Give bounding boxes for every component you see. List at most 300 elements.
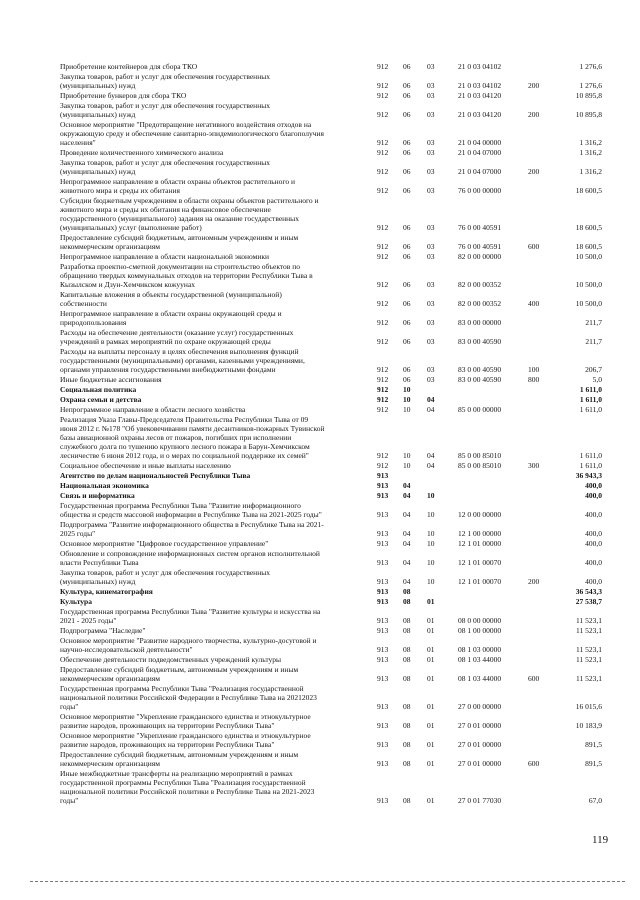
admin-code: 912 xyxy=(377,395,389,404)
subsection-code: 10 xyxy=(427,539,435,548)
amount: 18 600,5 xyxy=(575,242,602,251)
row-name-line: общества и средств массовой информации в Республике Тыва на 2021-2025 годы" xyxy=(60,510,322,519)
subsection-code: 03 xyxy=(427,299,435,308)
admin-code: 912 xyxy=(377,91,389,100)
row-name-line: Основное мероприятие "Укрепление гражданского единства и этнокультурное xyxy=(60,731,311,740)
target-article-code: 08 0 00 00000 xyxy=(458,616,502,625)
section-code: 06 xyxy=(403,138,411,147)
row-name-line: обращению твердых коммунальных отходов на территории Республики Тыва в xyxy=(60,271,313,280)
target-article-code: 21 0 04 00000 xyxy=(458,138,502,147)
amount: 10 895,8 xyxy=(575,110,602,119)
row-name xyxy=(60,385,368,394)
amount: 1 611,0 xyxy=(579,405,602,414)
admin-code: 913 xyxy=(377,491,389,500)
row-name xyxy=(60,684,368,711)
admin-code: 912 xyxy=(377,138,389,147)
amount: 211,7 xyxy=(585,337,602,346)
target-article-code: 82 0 00 00000 xyxy=(458,252,502,261)
admin-code: 913 xyxy=(377,616,389,625)
admin-code: 912 xyxy=(377,280,389,289)
section-code: 08 xyxy=(403,587,411,596)
row-name-line: животного мира и среды их обитания xyxy=(60,186,180,195)
row-name xyxy=(60,395,368,404)
admin-code: 912 xyxy=(377,186,389,195)
section-code: 06 xyxy=(403,81,411,90)
row-name xyxy=(60,177,368,195)
row-name-line: Приобретение контейнеров для сбора ТКО xyxy=(60,62,198,71)
row-name xyxy=(60,375,368,384)
row-name-line: Приобретение бункеров для сбора ТКО xyxy=(60,91,187,100)
row-name-line: Основное мероприятие "Развитие народного творчества, культурно-досуговой и xyxy=(60,636,317,645)
target-article-code: 21 0 03 04120 xyxy=(458,91,502,100)
row-name-line: служебного долга по тушению крупного лесного пожара в Барун-Хемчикском xyxy=(60,442,310,451)
admin-code: 912 xyxy=(377,318,389,327)
admin-code: 912 xyxy=(377,337,389,346)
row-name xyxy=(60,72,368,90)
admin-code: 913 xyxy=(377,759,389,768)
amount: 36 543,3 xyxy=(575,587,602,596)
table-row xyxy=(0,148,640,157)
row-name-line: Государственная программа Республики Тыва "Реализация государственной xyxy=(60,684,304,693)
row-name-line: некоммерческим организациям xyxy=(60,674,160,683)
target-article-code: 21 0 04 07000 xyxy=(458,148,502,157)
row-name xyxy=(60,607,368,625)
subsection-code: 03 xyxy=(427,337,435,346)
row-name xyxy=(60,549,368,567)
target-article-code: 76 0 00 00000 xyxy=(458,186,502,195)
section-code: 06 xyxy=(403,148,411,157)
amount: 1 316,2 xyxy=(579,138,602,147)
subsection-code: 01 xyxy=(427,655,435,664)
table-row xyxy=(0,587,640,596)
table-row xyxy=(0,750,640,768)
amount: 10 500,0 xyxy=(575,299,602,308)
amount: 5,0 xyxy=(592,375,602,384)
row-name xyxy=(60,461,368,470)
row-name-line: Предоставление субсидий бюджетным, автономным учреждениям и иным xyxy=(60,750,299,759)
section-code: 06 xyxy=(403,375,411,384)
subsection-code: 03 xyxy=(427,81,435,90)
admin-code: 912 xyxy=(377,375,389,384)
section-code: 04 xyxy=(403,510,411,519)
table-row xyxy=(0,158,640,176)
expense-type-code: 300 xyxy=(528,461,540,470)
table-row xyxy=(0,549,640,567)
amount: 400,0 xyxy=(585,491,602,500)
amount: 1 611,0 xyxy=(579,461,602,470)
table-row xyxy=(0,684,640,711)
admin-code: 912 xyxy=(377,148,389,157)
row-name xyxy=(60,262,368,289)
table-row xyxy=(0,252,640,261)
subsection-code: 03 xyxy=(427,223,435,232)
amount: 11 523,1 xyxy=(576,655,602,664)
subsection-code: 10 xyxy=(427,510,435,519)
table-row xyxy=(0,72,640,90)
row-name xyxy=(60,158,368,176)
section-code: 08 xyxy=(403,626,411,635)
table-row xyxy=(0,405,640,414)
subsection-code: 03 xyxy=(427,91,435,100)
admin-code: 913 xyxy=(377,702,389,711)
row-name-line: Национальная экономика xyxy=(60,481,149,490)
row-name-line: годы" xyxy=(60,796,79,805)
admin-code: 913 xyxy=(377,645,389,654)
subsection-code: 03 xyxy=(427,110,435,119)
table-row xyxy=(0,481,640,490)
subsection-code: 01 xyxy=(427,626,435,635)
admin-code: 912 xyxy=(377,167,389,176)
amount: 1 316,2 xyxy=(579,167,602,176)
section-code: 06 xyxy=(403,318,411,327)
row-name-line: Закупка товаров, работ и услуг для обеспечения государственных xyxy=(60,568,271,577)
row-name-line: Обеспечение деятельности подведомственных учреждений культуры xyxy=(60,655,282,664)
amount: 67,0 xyxy=(588,796,602,805)
table-row xyxy=(0,520,640,538)
expense-type-code: 200 xyxy=(528,81,540,90)
row-name-line: Социальное обеспечение и иные выплаты населению xyxy=(60,461,231,470)
row-name xyxy=(60,405,368,414)
expense-type-code: 100 xyxy=(528,365,540,374)
admin-code: 913 xyxy=(377,796,389,805)
target-article-code: 21 0 03 04120 xyxy=(458,110,502,119)
table-row xyxy=(0,539,640,548)
table-row xyxy=(0,196,640,232)
admin-code: 912 xyxy=(377,365,389,374)
amount: 1 276,6 xyxy=(579,62,602,71)
amount: 206,7 xyxy=(585,365,602,374)
admin-code: 912 xyxy=(377,385,389,394)
row-name-line: Закупка товаров, работ и услуг для обеспечения государственных xyxy=(60,158,271,167)
row-name-line: населения" xyxy=(60,138,96,147)
row-name xyxy=(60,520,368,538)
section-code: 08 xyxy=(403,740,411,749)
target-article-code: 82 0 00 00352 xyxy=(458,280,502,289)
row-name-line: Предоставление субсидий бюджетным, автономным учреждениям и иным xyxy=(60,233,299,242)
row-name-line: (муниципальных) нужд xyxy=(60,167,136,176)
row-name xyxy=(60,501,368,519)
amount: 10 183,9 xyxy=(575,721,602,730)
table-row xyxy=(0,712,640,730)
expense-type-code: 600 xyxy=(528,759,540,768)
row-name xyxy=(60,120,368,147)
amount: 10 895,8 xyxy=(575,91,602,100)
row-name xyxy=(60,769,368,805)
target-article-code: 27 0 00 00000 xyxy=(458,702,502,711)
admin-code: 913 xyxy=(377,471,389,480)
admin-code: 912 xyxy=(377,299,389,308)
target-article-code: 85 0 00 85010 xyxy=(458,451,502,460)
row-name-line: (муниципальных) нужд xyxy=(60,577,136,586)
target-article-code: 85 0 00 85010 xyxy=(458,461,502,470)
subsection-code: 03 xyxy=(427,167,435,176)
target-article-code: 27 0 01 00000 xyxy=(458,721,502,730)
row-name-line: государственного (муниципального) задания на оказание государственных xyxy=(60,214,299,223)
row-name-line: Закупка товаров, работ и услуг для обеспечения государственных xyxy=(60,101,271,110)
row-name-line: развитие народов, проживающих на территории Республики Тыва" xyxy=(60,721,275,730)
section-code: 10 xyxy=(403,451,411,460)
row-name-line: органами управления государственными внебюджетными фондами xyxy=(60,365,276,374)
row-name xyxy=(60,148,368,157)
section-code: 10 xyxy=(403,405,411,414)
section-code: 04 xyxy=(403,529,411,538)
admin-code: 912 xyxy=(377,223,389,232)
amount: 11 523,1 xyxy=(576,626,602,635)
target-article-code: 83 0 00 40590 xyxy=(458,365,502,374)
target-article-code: 12 1 01 00070 xyxy=(458,558,502,567)
amount: 400,0 xyxy=(585,577,602,586)
table-row xyxy=(0,290,640,308)
table-row xyxy=(0,568,640,586)
target-article-code: 83 0 00 40590 xyxy=(458,375,502,384)
row-name-line: некоммерческим организациям xyxy=(60,759,160,768)
row-name xyxy=(60,568,368,586)
section-code: 06 xyxy=(403,299,411,308)
admin-code: 913 xyxy=(377,655,389,664)
subsection-code: 04 xyxy=(427,395,435,404)
amount: 10 500,0 xyxy=(575,280,602,289)
section-code: 06 xyxy=(403,337,411,346)
row-name-line: развитие народов, проживающих на территории Республики Тыва" xyxy=(60,740,275,749)
row-name-line: Подпрограмма "Развитие информационного общества в Республике Тыва на 2021- xyxy=(60,520,324,529)
target-article-code: 21 0 03 04102 xyxy=(458,81,502,90)
subsection-code: 04 xyxy=(427,451,435,460)
row-name-line: Непрограммное направление в области национальной экономики xyxy=(60,252,270,261)
subsection-code: 03 xyxy=(427,138,435,147)
section-code: 08 xyxy=(403,616,411,625)
expense-type-code: 800 xyxy=(528,375,540,384)
target-article-code: 12 0 00 00000 xyxy=(458,510,502,519)
row-name-line: (муниципальных) нужд xyxy=(60,81,136,90)
table-row xyxy=(0,415,640,460)
table-row xyxy=(0,347,640,374)
section-code: 06 xyxy=(403,280,411,289)
row-name-line: национальной политики Российской Федерации в Республике Тыва на 20212023 xyxy=(60,693,317,702)
row-name-line: базы авиационной охраны лесов от пожаров, погибших при исполнении xyxy=(60,433,292,442)
row-name xyxy=(60,712,368,730)
section-code: 06 xyxy=(403,110,411,119)
section-code: 06 xyxy=(403,62,411,71)
section-code: 06 xyxy=(403,252,411,261)
subsection-code: 03 xyxy=(427,318,435,327)
admin-code: 912 xyxy=(377,242,389,251)
amount: 1 316,2 xyxy=(579,148,602,157)
section-code: 04 xyxy=(403,481,411,490)
row-name-line: июня 2012 г. №178 "Об увековечивании памяти десантников-пожарных Тувинской xyxy=(60,424,325,433)
row-name-line: учреждений в рамках мероприятий по охране окружающей среды xyxy=(60,337,271,346)
target-article-code: 21 0 04 07000 xyxy=(458,167,502,176)
admin-code: 912 xyxy=(377,81,389,90)
row-name-line: годы" xyxy=(60,702,79,711)
section-code: 08 xyxy=(403,702,411,711)
section-code: 10 xyxy=(403,395,411,404)
target-article-code: 08 1 03 44000 xyxy=(458,674,502,683)
subsection-code: 01 xyxy=(427,597,435,606)
row-name xyxy=(60,587,368,596)
row-name xyxy=(60,415,368,460)
subsection-code: 03 xyxy=(427,280,435,289)
table-row xyxy=(0,461,640,470)
subsection-code: 01 xyxy=(427,674,435,683)
section-code: 10 xyxy=(403,461,411,470)
section-code: 04 xyxy=(403,539,411,548)
target-article-code: 83 0 00 00000 xyxy=(458,318,502,327)
subsection-code: 01 xyxy=(427,796,435,805)
table-row xyxy=(0,101,640,119)
row-name-line: государственной программы Республики Тыва "Реализация государственной xyxy=(60,778,306,787)
section-code: 08 xyxy=(403,655,411,664)
amount: 400,0 xyxy=(585,539,602,548)
amount: 27 538,7 xyxy=(575,597,602,606)
row-name-line: Расходы на обеспечение деятельности (оказание услуг) государственных xyxy=(60,328,294,337)
subsection-code: 04 xyxy=(427,461,435,470)
amount: 36 943,3 xyxy=(575,471,602,480)
row-name-line: национальной политики Российской политики в Республике Тыва на 2021-2023 xyxy=(60,787,315,796)
row-name-line: Охрана семьи и детства xyxy=(60,395,142,404)
subsection-code: 10 xyxy=(427,491,435,500)
admin-code: 913 xyxy=(377,539,389,548)
subsection-code: 01 xyxy=(427,702,435,711)
row-name-line: Агентство по делам национальностей Республики Тыва xyxy=(60,471,251,480)
section-code: 08 xyxy=(403,721,411,730)
target-article-code: 82 0 00 00352 xyxy=(458,299,502,308)
row-name-line: Государственная программа Республики Тыва "Развитие информационного xyxy=(60,501,301,510)
row-name-line: лесничестве 6 июня 2012 года, и о мерах по социальной поддержке их семей" xyxy=(60,451,309,460)
admin-code: 913 xyxy=(377,674,389,683)
admin-code: 912 xyxy=(377,405,389,414)
table-row xyxy=(0,91,640,100)
row-name-line: 2025 годы" xyxy=(60,529,96,538)
row-name-line: некоммерческим организациям xyxy=(60,242,160,251)
expense-type-code: 400 xyxy=(528,299,540,308)
target-article-code: 08 1 03 00000 xyxy=(458,645,502,654)
table-row xyxy=(0,636,640,654)
table-row xyxy=(0,309,640,327)
admin-code: 913 xyxy=(377,597,389,606)
target-article-code: 85 0 00 00000 xyxy=(458,405,502,414)
row-name xyxy=(60,539,368,548)
table-row xyxy=(0,655,640,664)
row-name-line: Закупка товаров, работ и услуг для обеспечения государственных xyxy=(60,72,271,81)
target-article-code: 21 0 03 04102 xyxy=(458,62,502,71)
target-article-code: 08 1 03 44000 xyxy=(458,655,502,664)
amount: 1 611,0 xyxy=(579,451,602,460)
amount: 11 523,1 xyxy=(576,616,602,625)
subsection-code: 03 xyxy=(427,375,435,384)
row-name xyxy=(60,290,368,308)
table-row xyxy=(0,769,640,805)
row-name-line: Кызылском и Дзун-Хемчикском кожуунах xyxy=(60,280,196,289)
amount: 1 276,6 xyxy=(579,81,602,90)
row-name-line: животного мира и среды их обитания на финансовое обеспечение xyxy=(60,205,271,214)
amount: 18 600,5 xyxy=(575,223,602,232)
table-row xyxy=(0,665,640,683)
target-article-code: 27 0 01 00000 xyxy=(458,759,502,768)
row-name xyxy=(60,626,368,635)
row-name xyxy=(60,597,368,606)
row-name-line: 2021 - 2025 годы" xyxy=(60,616,117,625)
table-row xyxy=(0,328,640,346)
admin-code: 913 xyxy=(377,626,389,635)
row-name xyxy=(60,481,368,490)
admin-code: 913 xyxy=(377,721,389,730)
amount: 1 611,0 xyxy=(579,395,602,404)
subsection-code: 10 xyxy=(427,577,435,586)
table-row xyxy=(0,262,640,289)
row-name-line: Иные бюджетные ассигнования xyxy=(60,375,162,384)
target-article-code: 12 1 00 00000 xyxy=(458,529,502,538)
section-code: 06 xyxy=(403,186,411,195)
amount: 11 523,1 xyxy=(576,645,602,654)
admin-code: 913 xyxy=(377,587,389,596)
amount: 16 015,6 xyxy=(575,702,602,711)
admin-code: 913 xyxy=(377,740,389,749)
subsection-code: 10 xyxy=(427,558,435,567)
row-name-line: научно-исследовательской деятельности" xyxy=(60,645,193,654)
row-name-line: Проведение количественного химического анализа xyxy=(60,148,224,157)
admin-code: 913 xyxy=(377,558,389,567)
subsection-code: 01 xyxy=(427,759,435,768)
table-row xyxy=(0,385,640,394)
admin-code: 913 xyxy=(377,481,389,490)
row-name-line: Социальная политика xyxy=(60,385,137,394)
amount: 400,0 xyxy=(585,558,602,567)
row-name-line: природопользования xyxy=(60,318,127,327)
row-name xyxy=(60,491,368,500)
table-row xyxy=(0,120,640,147)
section-code: 04 xyxy=(403,491,411,500)
table-row xyxy=(0,491,640,500)
section-code: 08 xyxy=(403,645,411,654)
row-name-line: Культура, кинематография xyxy=(60,587,153,596)
table-row xyxy=(0,626,640,635)
table-row xyxy=(0,177,640,195)
table-row xyxy=(0,395,640,404)
admin-code: 913 xyxy=(377,577,389,586)
table-row xyxy=(0,731,640,749)
table-row xyxy=(0,607,640,625)
amount: 891,5 xyxy=(585,740,602,749)
row-name-line: Предоставление субсидий бюджетным, автономным учреждениям и иным xyxy=(60,665,299,674)
section-code: 08 xyxy=(403,597,411,606)
section-code: 04 xyxy=(403,577,411,586)
subsection-code: 03 xyxy=(427,186,435,195)
target-article-code: 12 1 01 00070 xyxy=(458,577,502,586)
row-name-line: Обновление и сопровождение информационных систем органов исполнительной xyxy=(60,549,320,558)
table-row xyxy=(0,375,640,384)
expense-type-code: 200 xyxy=(528,110,540,119)
section-code: 10 xyxy=(403,385,411,394)
row-name-line: Связь и информатика xyxy=(60,491,135,500)
amount: 211,7 xyxy=(585,318,602,327)
row-name-line: Основное мероприятие "Предотвращение негативного воздействия отходов на xyxy=(60,120,312,129)
section-code: 06 xyxy=(403,91,411,100)
table-row xyxy=(0,233,640,251)
row-name-line: Реализация Указа Главы-Председателя Правительства Республики Тыва от 09 xyxy=(60,415,309,424)
subsection-code: 03 xyxy=(427,252,435,261)
row-name xyxy=(60,665,368,683)
row-name-line: Иные межбюджетные трансферты на реализацию мероприятий в рамках xyxy=(60,769,293,778)
subsection-code: 01 xyxy=(427,740,435,749)
target-article-code: 76 0 00 40591 xyxy=(458,242,502,251)
row-name xyxy=(60,750,368,768)
table-row xyxy=(0,471,640,480)
row-name-line: Капитальные вложения в объекты государственной (муниципальной) xyxy=(60,290,282,299)
subsection-code: 03 xyxy=(427,365,435,374)
expense-type-code: 200 xyxy=(528,577,540,586)
amount: 400,0 xyxy=(585,481,602,490)
section-code: 06 xyxy=(403,167,411,176)
